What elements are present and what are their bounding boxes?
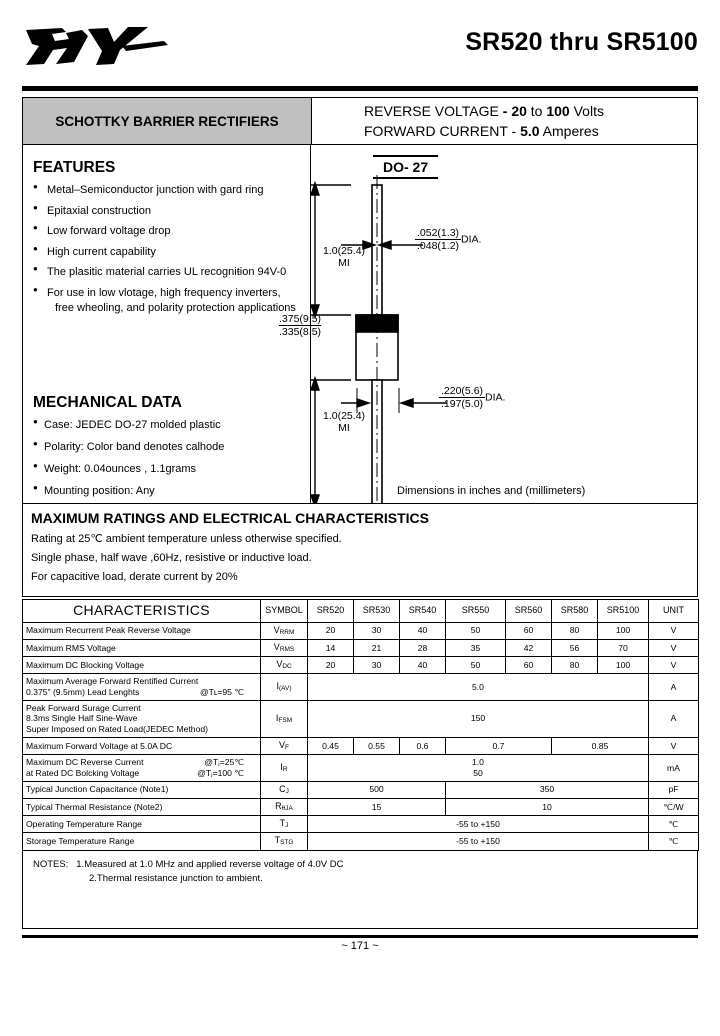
row-value: 0.7	[446, 737, 552, 754]
footer-rule	[22, 935, 698, 938]
package-drawing-panel	[279, 145, 697, 503]
row-value: 14	[308, 639, 354, 656]
row-merged-value: -55 to +150	[308, 816, 649, 833]
do27-outline-svg	[311, 145, 709, 503]
package-name-label: DO- 27	[373, 155, 438, 179]
row-desc-line1: Maximum Average Forward Rentified Current	[26, 676, 199, 687]
row-value: 50	[446, 622, 506, 639]
row-symbol: RθJA	[261, 798, 308, 815]
reverse-voltage-dash: -	[502, 102, 508, 119]
row-unit: V	[649, 737, 699, 754]
reverse-voltage-label: REVERSE VOLTAGE	[364, 102, 499, 119]
feature-item: ● The plasitic material carries UL recogniŧion 94V-0	[33, 265, 302, 279]
row-value: 20	[308, 622, 354, 639]
row-value: 60	[506, 622, 552, 639]
table-row	[23, 639, 699, 656]
product-category-label: SCHOTTKY BARRIER RECTIFIERS	[55, 113, 279, 129]
mechanical-item: ● Weight: 0.04ounces , 1.1grams	[33, 462, 302, 476]
table-row	[23, 700, 699, 737]
reverse-voltage-min: 20	[511, 102, 527, 119]
row-value: 40	[400, 622, 446, 639]
package-outline-drawing	[311, 145, 697, 503]
features-panel	[23, 145, 311, 503]
row-desc-line2: 0.375" (9.5mm) Lead Lenghts @Tʟ=95 ℃	[26, 686, 244, 697]
row-value: 60	[506, 657, 552, 674]
lead-diameter-dim: $\frac{.052(1.3)}{.048(1.2)}$ DIA.	[417, 227, 482, 252]
page-title: SR520 thru SR5100	[465, 28, 698, 56]
notes-label: NOTES:	[33, 858, 69, 870]
table-row	[23, 816, 699, 833]
mechanical-item: ● Mounting position: Any	[33, 484, 302, 498]
row-value: 100	[598, 622, 649, 639]
row-desc	[23, 755, 261, 781]
table-row	[23, 622, 699, 639]
row-merged-value-1: 1.0	[472, 757, 484, 768]
lead-length-top-dim: 1.0(25.4) MI	[323, 245, 366, 269]
mechanical-heading: MECHANICAL DATA	[33, 393, 182, 411]
features-list	[33, 183, 302, 316]
row-desc-line1: Peak Forward Surage Current	[26, 702, 141, 713]
row-symbol: I(AV)	[261, 674, 308, 700]
forward-current-value: 5.0	[520, 123, 540, 139]
row-value: 42	[506, 639, 552, 656]
notes-line-1	[33, 858, 687, 872]
row-value: 20	[308, 657, 354, 674]
hy-logo	[22, 24, 172, 68]
row-value: 0.6	[400, 737, 446, 754]
ratings-condition-line: Single phase, half wave ,60Hz, resistive or inductive load.	[31, 552, 312, 564]
row-desc: Operating Temperature Range	[23, 816, 261, 833]
mechanical-item: ● Polarity: Color band denotes calhode	[33, 440, 302, 454]
body-diameter-dim: $\frac{.220(5.6)}{.197(5.0)}$ DIA.	[441, 385, 506, 410]
table-row	[23, 781, 699, 798]
row-symbol: IFSM	[261, 700, 308, 737]
row-unit: A	[649, 674, 699, 700]
reverse-voltage-unit: Volts	[573, 102, 604, 119]
row-desc: Typical Thermal Resistance (Note2)	[23, 798, 261, 815]
notes-box	[22, 851, 698, 930]
row-merged-values	[308, 755, 649, 781]
row-value: 80	[552, 622, 598, 639]
features-heading: FEATURES	[33, 159, 116, 176]
row-unit: V	[649, 639, 699, 656]
page-header	[22, 24, 698, 86]
mechanical-list	[33, 418, 302, 498]
row-desc: Maximum Forward Voltage at 5.0A DC	[23, 737, 261, 754]
ratings-intro-box	[22, 504, 698, 597]
table-row	[23, 755, 699, 781]
col-part-sr540: SR540	[400, 600, 446, 623]
row-value: 50	[446, 657, 506, 674]
row-value: 35	[446, 639, 506, 656]
row-value: 70	[598, 639, 649, 656]
row-value: 30	[354, 622, 400, 639]
row-value: 0.45	[308, 737, 354, 754]
row-value: 30	[354, 657, 400, 674]
row-symbol: TSTG	[261, 833, 308, 850]
product-ratings-cell	[312, 98, 697, 144]
col-characteristics: CHARACTERISTICS	[23, 600, 261, 623]
row-value: 56	[552, 639, 598, 656]
row-symbol: VF	[261, 737, 308, 754]
row-value: 21	[354, 639, 400, 656]
table-row	[23, 798, 699, 815]
dimensions-note: Dimensions in inches and (millimeters)	[397, 485, 586, 497]
row-desc: Storage Temperature Range	[23, 833, 261, 850]
table-row	[23, 737, 699, 754]
lead-length-bottom-dim: 1.0(25.4) MI	[323, 410, 366, 434]
row-value: 350	[446, 781, 649, 798]
row-unit: V	[649, 657, 699, 674]
row-value: 15	[308, 798, 446, 815]
row-symbol: CJ	[261, 781, 308, 798]
feature-item: ● For use in low vlotage, high frequency inverters,	[33, 286, 302, 300]
header-rule	[22, 86, 698, 91]
row-merged-value-2: 50	[473, 767, 483, 778]
row-value: 0.85	[552, 737, 649, 754]
reverse-voltage-max: 100	[546, 102, 570, 119]
col-part-sr5100: SR5100	[598, 600, 649, 623]
row-desc: Maximum Recurrent Peak Reverse Voltage	[23, 622, 261, 639]
col-part-sr560: SR560	[506, 600, 552, 623]
row-unit: ℃	[649, 816, 699, 833]
forward-current-unit: Amperes	[542, 123, 599, 139]
row-merged-value: -55 to +150	[308, 833, 649, 850]
row-symbol: VDC	[261, 657, 308, 674]
table-row	[23, 674, 699, 700]
col-unit: UNIT	[649, 600, 699, 623]
product-summary-box	[22, 97, 698, 145]
row-merged-value: 150	[308, 700, 649, 737]
row-desc-line3: Super Imposed on Rated Load(JEDEC Method)	[26, 724, 209, 735]
feature-item: ● Low forward voltage drop	[33, 224, 302, 238]
feature-item: ● High current capability	[33, 245, 302, 259]
forward-current-line	[364, 121, 697, 141]
datasheet-page	[0, 24, 720, 1036]
characteristics-table-wrap	[22, 599, 698, 851]
row-desc: Typical Junction Capacitance (Note1)	[23, 781, 261, 798]
row-unit: A	[649, 700, 699, 737]
note-1-text: 1.Measured at 1.0 MHz and applied reverse voltage of 4.0V DC	[76, 858, 344, 870]
note-2-text: 2.Thermal resistance junction to ambient.	[89, 872, 263, 884]
row-symbol: VRMS	[261, 639, 308, 656]
col-part-sr580: SR580	[552, 600, 598, 623]
row-unit: pF	[649, 781, 699, 798]
feature-item: ● Epitaxial construction	[33, 204, 302, 218]
row-symbol: TJ	[261, 816, 308, 833]
forward-current-label: FORWARD CURRENT -	[364, 123, 517, 139]
row-desc: Maximum DC Blocking Voltage	[23, 657, 261, 674]
row-unit: mA	[649, 755, 699, 781]
col-part-sr550: SR550	[446, 600, 506, 623]
row-value: 80	[552, 657, 598, 674]
row-desc	[23, 700, 261, 737]
row-value: 40	[400, 657, 446, 674]
characteristics-table	[22, 599, 699, 851]
row-value: 500	[308, 781, 446, 798]
row-value: 10	[446, 798, 649, 815]
row-merged-value: 5.0	[308, 674, 649, 700]
ratings-heading: MAXIMUM RATINGS AND ELECTRICAL CHARACTERISTICS	[31, 510, 429, 526]
feature-item-continuation: free wheoling, and polarity protection applications	[55, 302, 296, 315]
row-desc	[23, 674, 261, 700]
product-category-cell	[23, 98, 312, 144]
col-symbol: SYMBOL	[261, 600, 308, 623]
body-length-dim: .375(9.5) .335(8.5)	[279, 313, 322, 338]
ratings-condition-line: Rating at 25℃ ambient temperature unless otherwise specified.	[31, 533, 342, 545]
row-symbol: IR	[261, 755, 308, 781]
table-row	[23, 657, 699, 674]
row-symbol: VRRM	[261, 622, 308, 639]
ratings-condition-line: For capacitive load, derate current by 20%	[31, 571, 238, 583]
row-desc-line2: at Rated DC Bolcking Voltage @Tⱼ=100 ℃	[26, 767, 244, 778]
page-number: ~ 171 ~	[341, 940, 379, 953]
feature-item: ● Metal–Semiconductor junction with gard ring	[33, 183, 302, 197]
row-value: 0.55	[354, 737, 400, 754]
table-header-row	[23, 600, 699, 623]
row-desc-line2: 8.3ms Single Half Sine-Wave	[26, 713, 138, 724]
row-desc-line1: Maximum DC Reverse Current @Tⱼ=25℃	[26, 757, 244, 768]
row-unit: V	[649, 622, 699, 639]
mechanical-item: ● Case: JEDEC DO-27 molded plastic	[33, 418, 302, 432]
row-unit: ℃	[649, 833, 699, 850]
mechanical-panel	[33, 394, 302, 498]
reverse-voltage-to: to	[530, 102, 543, 119]
col-part-sr520: SR520	[308, 600, 354, 623]
reverse-voltage-line	[364, 101, 697, 121]
row-value: 100	[598, 657, 649, 674]
row-unit: ℃/W	[649, 798, 699, 815]
table-row	[23, 833, 699, 850]
row-desc: Maximum RMS Voltage	[23, 639, 261, 656]
features-and-drawing-box	[22, 145, 698, 504]
col-part-sr530: SR530	[354, 600, 400, 623]
row-value: 28	[400, 639, 446, 656]
